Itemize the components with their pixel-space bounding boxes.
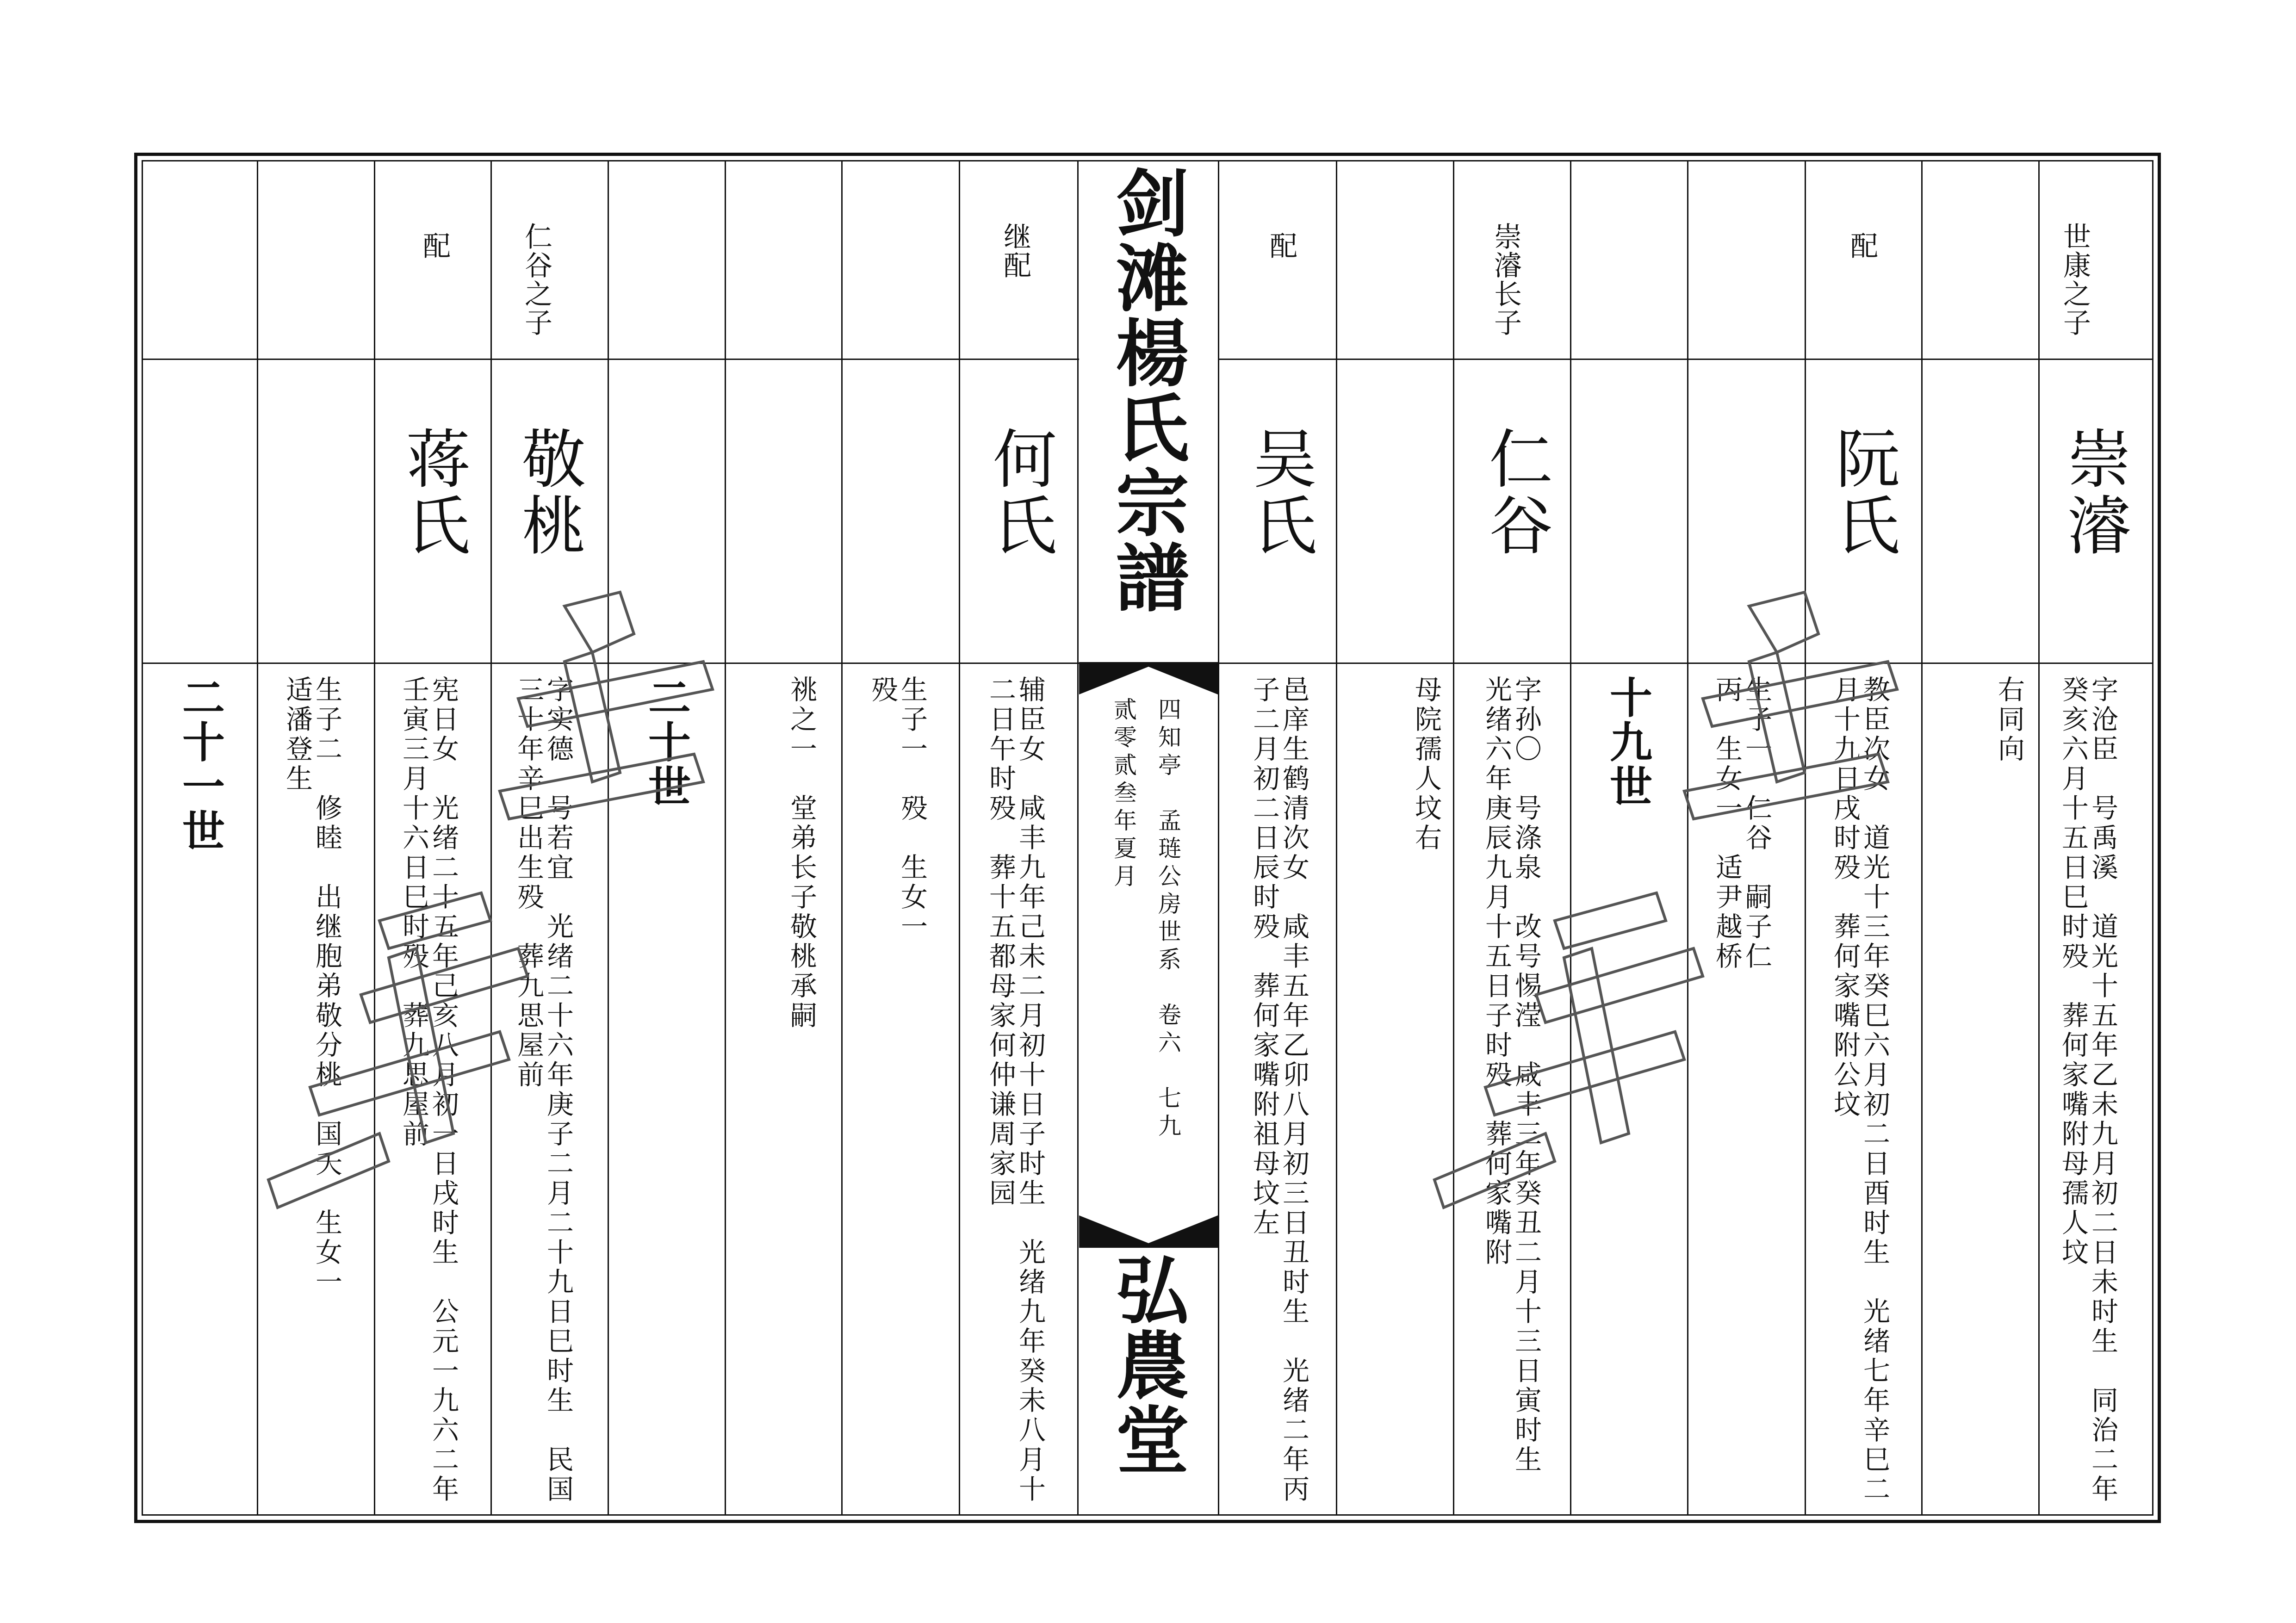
biography-text: 教臣次女 道光十三年癸巳六月初二日酉时生 光绪七年辛巳二月十九日戌时殁 葬何家嘴附公坟 [1829,675,1890,1505]
col-rule [1336,161,1337,1514]
person-name: 阮氏 [1825,426,1900,559]
volume-info: 四知亭 孟琏公房世系 卷六 七九 [1154,697,1181,1141]
biography-text: 生子二 修睦 出继胞弟敬分桃 国夭 生女一 适潘登生 [281,675,342,1327]
person-name: 仁谷 [1478,426,1553,559]
col-rule [2038,161,2040,1514]
relation-label: 崇濬长子 [1489,222,1522,337]
person-name: 崇濬 [2057,426,2131,559]
biography-text: 字孙〇 号涤泉 改号惕滢 咸丰三年癸丑二月十三日寅时生 光绪六年庚辰九月十五日子时殁 葬何家嘴附 [1481,675,1542,1505]
black-triangle-marker-bottom [1079,1215,1218,1248]
relation-label: 仁谷之子 [520,222,552,337]
biography-text: 宪日女 光绪二十五年己亥八月初一日戌时生 公元一九六二年壬寅三月十六日巳时殁 葬九思屋前 [398,675,459,1505]
person-name: 吴氏 [1242,426,1317,559]
watermark-stamp [1379,578,1980,1272]
watermark-stamp [241,578,796,1272]
person-name: 蒋氏 [396,426,470,559]
relation-label: 配 [1846,231,1878,260]
biography-text: 生子一 殁 生女一 殁 [867,675,928,972]
col-rule [959,161,960,1514]
generation-label: 二十一世 [175,675,225,853]
genealogy-title: 剑滩楊氏宗譜 [1104,165,1189,615]
biography-text: 祧之一 堂弟长子敬桃承嗣 [786,675,817,1031]
relation-label: 世康之子 [2059,222,2091,337]
biography-text: 辅臣女 咸丰九年己未二月初十日子时生 光绪九年癸未八月十二日午时殁 葬十五都母家何仲谦周家园 [985,675,1046,1505]
edition-date: 贰零贰叁年夏月 [1110,697,1137,892]
generation-label: 二十世 [641,675,691,809]
biography-text: 母院孺人坟右 [1410,675,1442,853]
spine-column [1079,161,1218,1514]
biography-text: 字沧臣 号禹溪 道光十五年乙未九月初二日未时生 同治二年癸亥六月十五日巳时殁 葬何家嘴附母孺人坟 [2057,675,2118,1505]
biography-text: 字实德 号若宜 光绪二十六年庚子二月二十九日巳时生 民国三十年辛巳出生殁 葬九思屋前 [513,675,574,1505]
relation-label: 配 [418,231,451,260]
generation-label: 十九世 [1603,675,1653,809]
col-rule [1077,161,1079,1514]
relation-label: 配 [1265,231,1297,260]
biography-text: 生子一 仁谷 嗣子仁丙 生女一 适尹越桥 [1711,675,1772,972]
col-rule [841,161,843,1514]
hall-name: 弘農堂 [1104,1252,1189,1477]
person-name: 何氏 [982,426,1057,559]
rule-top-band [143,359,1079,360]
rule-top-band-right [1218,359,2152,360]
col-rule [1218,161,1219,1514]
biography-text: 邑庠生鹤清次女 咸丰五年乙卯八月初三日丑时生 光绪二年丙子二月初二日辰时殁 葬何家嘴附祖母坟左 [1248,675,1309,1505]
person-name: 敬桃 [511,426,586,559]
biography-text: 右同向 [1993,675,2025,764]
black-triangle-marker-top [1079,662,1218,694]
relation-label: 继配 [999,222,1031,279]
